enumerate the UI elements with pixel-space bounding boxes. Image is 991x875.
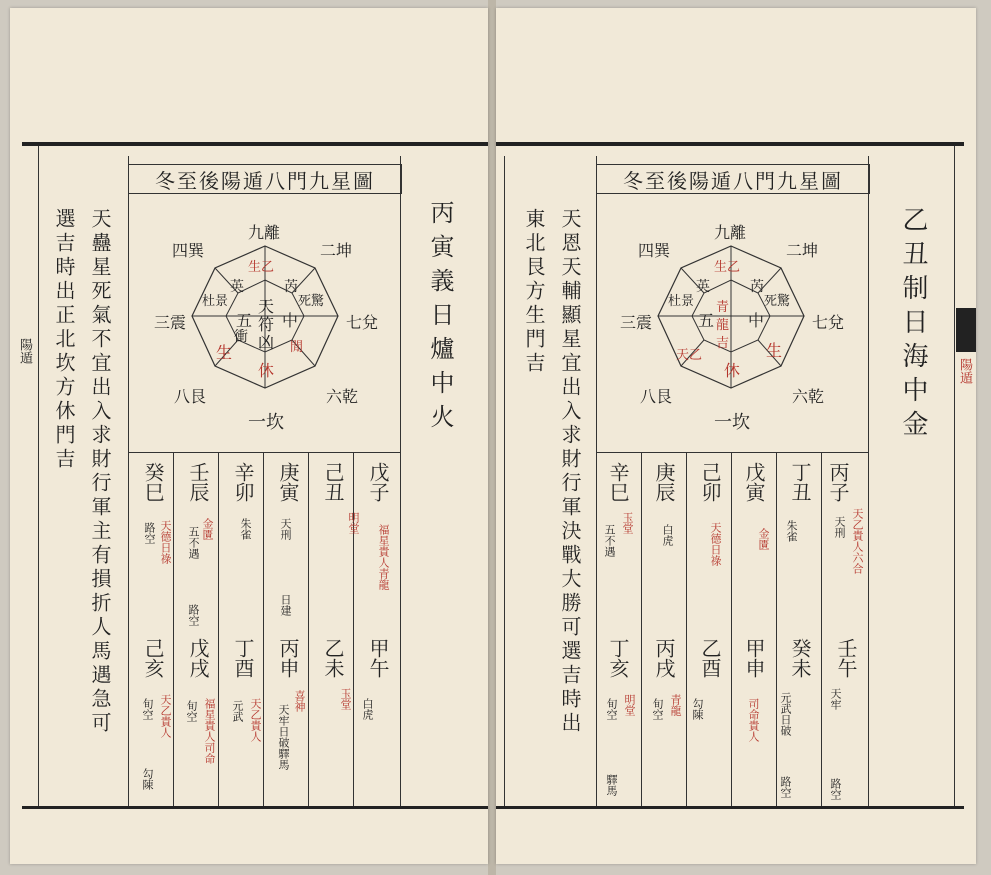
top-border <box>22 142 488 146</box>
table-divider <box>641 452 642 806</box>
hour-top: 庚寅 <box>276 462 300 502</box>
hour-bottom-note: 玉堂 <box>339 688 352 710</box>
hour-bottom-note: 青龍 <box>669 694 682 716</box>
hour-top-note: 天刑 <box>279 518 292 540</box>
hour-top-note: 金匱 <box>757 528 770 550</box>
hour-bottom-note-2: 旬空 <box>185 700 198 722</box>
hour-top-note: 天乙貴人六合 <box>851 508 864 574</box>
door-label: 杜景 <box>668 294 695 309</box>
table-divider <box>731 452 732 806</box>
red-mark: 閒 <box>290 340 304 355</box>
center-char: 符 <box>258 315 275 334</box>
hour-top-note-3: 路空 <box>187 604 200 626</box>
table-divider <box>218 452 219 806</box>
outer-label: 七兌 <box>346 313 379 332</box>
hour-bottom: 甲午 <box>366 638 390 678</box>
hour-bottom: 乙未 <box>321 638 345 678</box>
center-char: 五 <box>236 311 253 330</box>
hour-bottom-note: 司命貴人 <box>747 698 760 742</box>
frame-line <box>400 156 401 806</box>
hour-top-note: 明堂 <box>347 512 360 534</box>
hour-bottom-note: 明堂 <box>623 694 636 716</box>
outer-label: 四巽 <box>172 241 205 260</box>
table-divider <box>173 452 174 806</box>
hour-top-note: 朱雀 <box>785 520 798 542</box>
outer-label: 六乾 <box>792 387 825 406</box>
commentary-line-2: 東北艮方生門吉 <box>522 208 546 376</box>
chart-title <box>596 164 870 194</box>
center-char: 中 <box>282 311 299 330</box>
center-char: 吉 <box>716 336 730 351</box>
hour-bottom: 甲申 <box>742 638 766 678</box>
bottom-border <box>22 806 488 809</box>
bagua-diagram <box>616 198 846 448</box>
hour-bottom: 丙戌 <box>652 638 676 678</box>
outer-label: 三震 <box>154 313 187 332</box>
inner-star: 英 <box>230 279 244 295</box>
hour-top: 壬辰 <box>186 462 210 502</box>
hour-top-note: 朱雀 <box>239 518 252 540</box>
margin-black-tab <box>956 308 976 352</box>
center-char: 天 <box>258 297 275 316</box>
inner-star: 衝 <box>234 329 248 345</box>
red-mark: 生乙 <box>248 260 275 275</box>
hour-bottom-note: 勾陳 <box>691 698 704 720</box>
table-divider <box>263 452 264 806</box>
outer-label: 九離 <box>248 223 281 242</box>
commentary-line-1: 天蠱星死氣不宜出入求財行軍主有損折人馬遇急可 <box>88 208 112 736</box>
red-mark: 休 <box>724 361 741 380</box>
outer-label: 八艮 <box>174 387 207 406</box>
door-label: 死驚 <box>298 294 325 309</box>
center-char: 凶 <box>258 333 275 352</box>
frame-line <box>954 146 955 806</box>
outer-label: 一坎 <box>714 412 750 433</box>
frame-line <box>38 146 39 806</box>
hour-bottom-note-2: 旬空 <box>651 698 664 720</box>
red-mark: 生 <box>766 341 783 360</box>
door-label: 死驚 <box>764 294 791 309</box>
hour-bottom-note-2: 路空 <box>779 776 792 798</box>
hour-bottom: 戊戌 <box>186 638 210 678</box>
day-heading: 乙丑制日海中金 <box>898 206 928 444</box>
hour-bottom-note: 福星貴人司命 <box>203 698 216 764</box>
hour-bottom: 壬午 <box>834 638 858 678</box>
chart-title-text: 冬至後陽遁八門九星圖 <box>155 168 375 193</box>
hour-bottom-note: 元武日破 <box>779 692 792 736</box>
outer-label: 九離 <box>714 223 747 242</box>
center-char: 青 <box>716 300 730 315</box>
hour-top-note-2: 路空 <box>143 522 156 544</box>
hour-top-note: 金匱 <box>201 518 214 540</box>
table-top-line <box>596 452 868 453</box>
right-page <box>496 8 976 864</box>
margin-tab: 陽遁 <box>957 358 972 384</box>
outer-label: 七兌 <box>812 313 845 332</box>
book-gutter <box>488 0 496 875</box>
margin-tab: 陽遁 <box>17 338 32 364</box>
red-mark: 休 <box>258 361 275 380</box>
center-char: 龍 <box>716 318 730 333</box>
hour-top: 庚辰 <box>652 462 676 502</box>
hour-bottom-note-3: 驛馬 <box>605 774 618 796</box>
chart-title-text: 冬至後陽遁八門九星圖 <box>623 168 843 193</box>
hour-bottom-note: 白虎 <box>361 698 374 720</box>
hour-bottom: 己亥 <box>141 638 165 678</box>
hour-top-note: 玉堂 <box>621 512 634 534</box>
door-label: 杜景 <box>202 294 229 309</box>
table-divider <box>353 452 354 806</box>
red-mark: 生乙 <box>714 260 741 275</box>
bottom-border <box>496 806 964 809</box>
hour-top-note-2: 五不遇 <box>187 526 200 559</box>
left-page <box>10 8 488 864</box>
hour-bottom: 癸未 <box>788 638 812 678</box>
outer-label: 二坤 <box>320 241 353 260</box>
red-mark: 天乙 <box>676 348 703 363</box>
frame-line <box>504 156 505 806</box>
hour-top: 己丑 <box>321 462 345 502</box>
hour-top-note: 白虎 <box>661 524 674 546</box>
outer-label: 二坤 <box>786 241 819 260</box>
hour-top: 丙子 <box>826 462 850 502</box>
hour-top: 丁丑 <box>788 462 812 502</box>
hour-bottom: 丙申 <box>276 638 300 678</box>
table-divider <box>686 452 687 806</box>
hour-top-note-2: 天刑 <box>833 516 846 538</box>
hour-bottom-note: 喜神 <box>293 690 306 712</box>
commentary-line-1: 天恩天輔顯星宜出入求財行軍決戰大勝可選吉時出 <box>558 208 582 736</box>
top-border <box>496 142 964 146</box>
outer-label: 八艮 <box>640 387 673 406</box>
hour-bottom-note-2: 旬空 <box>605 698 618 720</box>
hour-top-note: 天德日祿 <box>709 522 722 566</box>
chart-title <box>128 164 402 194</box>
table-divider <box>821 452 822 806</box>
frame-line <box>128 156 129 806</box>
hour-bottom-note: 天乙貴人 <box>159 694 172 738</box>
hour-top: 戊寅 <box>742 462 766 502</box>
hour-bottom: 丁亥 <box>606 638 630 678</box>
hour-top-note: 天德日祿 <box>159 520 172 564</box>
hour-top: 己卯 <box>698 462 722 502</box>
inner-star: 芮 <box>284 279 298 295</box>
hour-bottom-note-2: 天牢日破驛馬 <box>277 704 290 770</box>
outer-label: 三震 <box>620 313 653 332</box>
bagua-diagram <box>150 198 380 448</box>
hour-bottom: 丁酉 <box>231 638 255 678</box>
outer-label: 四巽 <box>638 241 671 260</box>
center-char: 中 <box>748 311 765 330</box>
hour-top: 辛卯 <box>231 462 255 502</box>
table-divider <box>776 452 777 806</box>
hour-top: 辛巳 <box>606 462 630 502</box>
hour-bottom-note-2: 元武 <box>231 700 244 722</box>
red-mark: 生 <box>216 343 233 362</box>
hour-top: 戊子 <box>366 462 390 502</box>
hour-top-note-2: 五不遇 <box>603 524 616 557</box>
table-divider <box>308 452 309 806</box>
hour-bottom-note-2: 旬空 <box>141 698 154 720</box>
hour-top-note: 福星貴人青龍 <box>377 524 390 590</box>
commentary-line-2: 選吉時出正北坎方休門吉 <box>52 208 76 472</box>
frame-line <box>868 156 869 806</box>
hour-bottom-note: 天乙貴人 <box>249 698 262 742</box>
outer-label: 一坎 <box>248 412 284 433</box>
inner-star: 芮 <box>750 279 764 295</box>
hour-bottom-note: 天牢 <box>829 688 842 710</box>
hour-bottom-note-2: 路空 <box>829 778 842 800</box>
center-char: 五 <box>698 311 715 330</box>
hour-top-note-2: 日建 <box>279 594 292 616</box>
day-heading: 丙寅義日爐中火 <box>426 200 454 438</box>
inner-star: 英 <box>696 279 710 295</box>
hour-bottom-note-3: 勾陳 <box>141 768 154 790</box>
outer-label: 六乾 <box>326 387 359 406</box>
hour-top: 癸巳 <box>141 462 165 502</box>
hour-bottom: 乙酉 <box>698 638 722 678</box>
frame-line <box>596 156 597 806</box>
table-top-line <box>128 452 400 453</box>
